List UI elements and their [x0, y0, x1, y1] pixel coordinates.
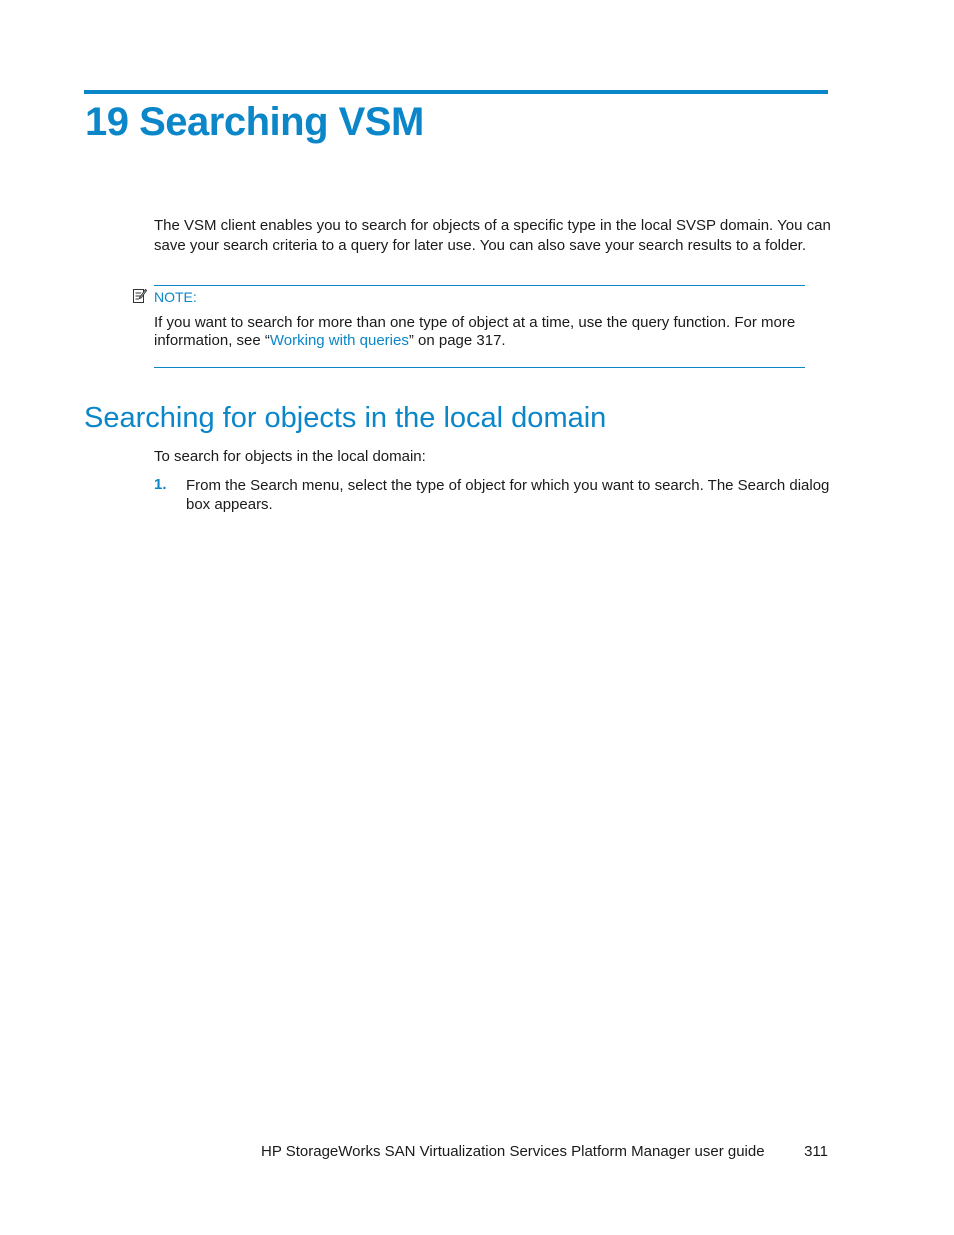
step-text: From the Search menu, select the type of object for which you want to search. The Search dialog box appears. [186, 477, 830, 513]
note-label: NOTE: [154, 289, 197, 305]
intro-paragraph: The VSM client enables you to search for objects of a specific type in the local SVSP domain. You can save your search criteria to a query for later use. You can also save your search results to a folder. [154, 217, 831, 254]
note-text-before: If you want to search for more than one type of object at a time, use the query function. For more information, see “ [154, 314, 796, 349]
note-box [154, 285, 805, 368]
section-title: Searching for objects in the local domain [84, 402, 607, 434]
section-lead: To search for objects in the local domain: [154, 448, 426, 465]
footer-page-number: 311 [804, 1143, 828, 1160]
chapter-top-rule [84, 90, 828, 94]
footer-guide-title: HP StorageWorks SAN Virtualization Services Platform Manager user guide [261, 1143, 765, 1160]
note-pencil-icon [133, 288, 147, 303]
step-number: 1. [154, 476, 167, 493]
note-text-after: ” on page 317. [408, 332, 506, 349]
note-text [154, 314, 805, 350]
chapter-title: 19 Searching VSM [85, 100, 424, 144]
working-with-queries-link[interactable]: Working with queries [269, 332, 409, 349]
